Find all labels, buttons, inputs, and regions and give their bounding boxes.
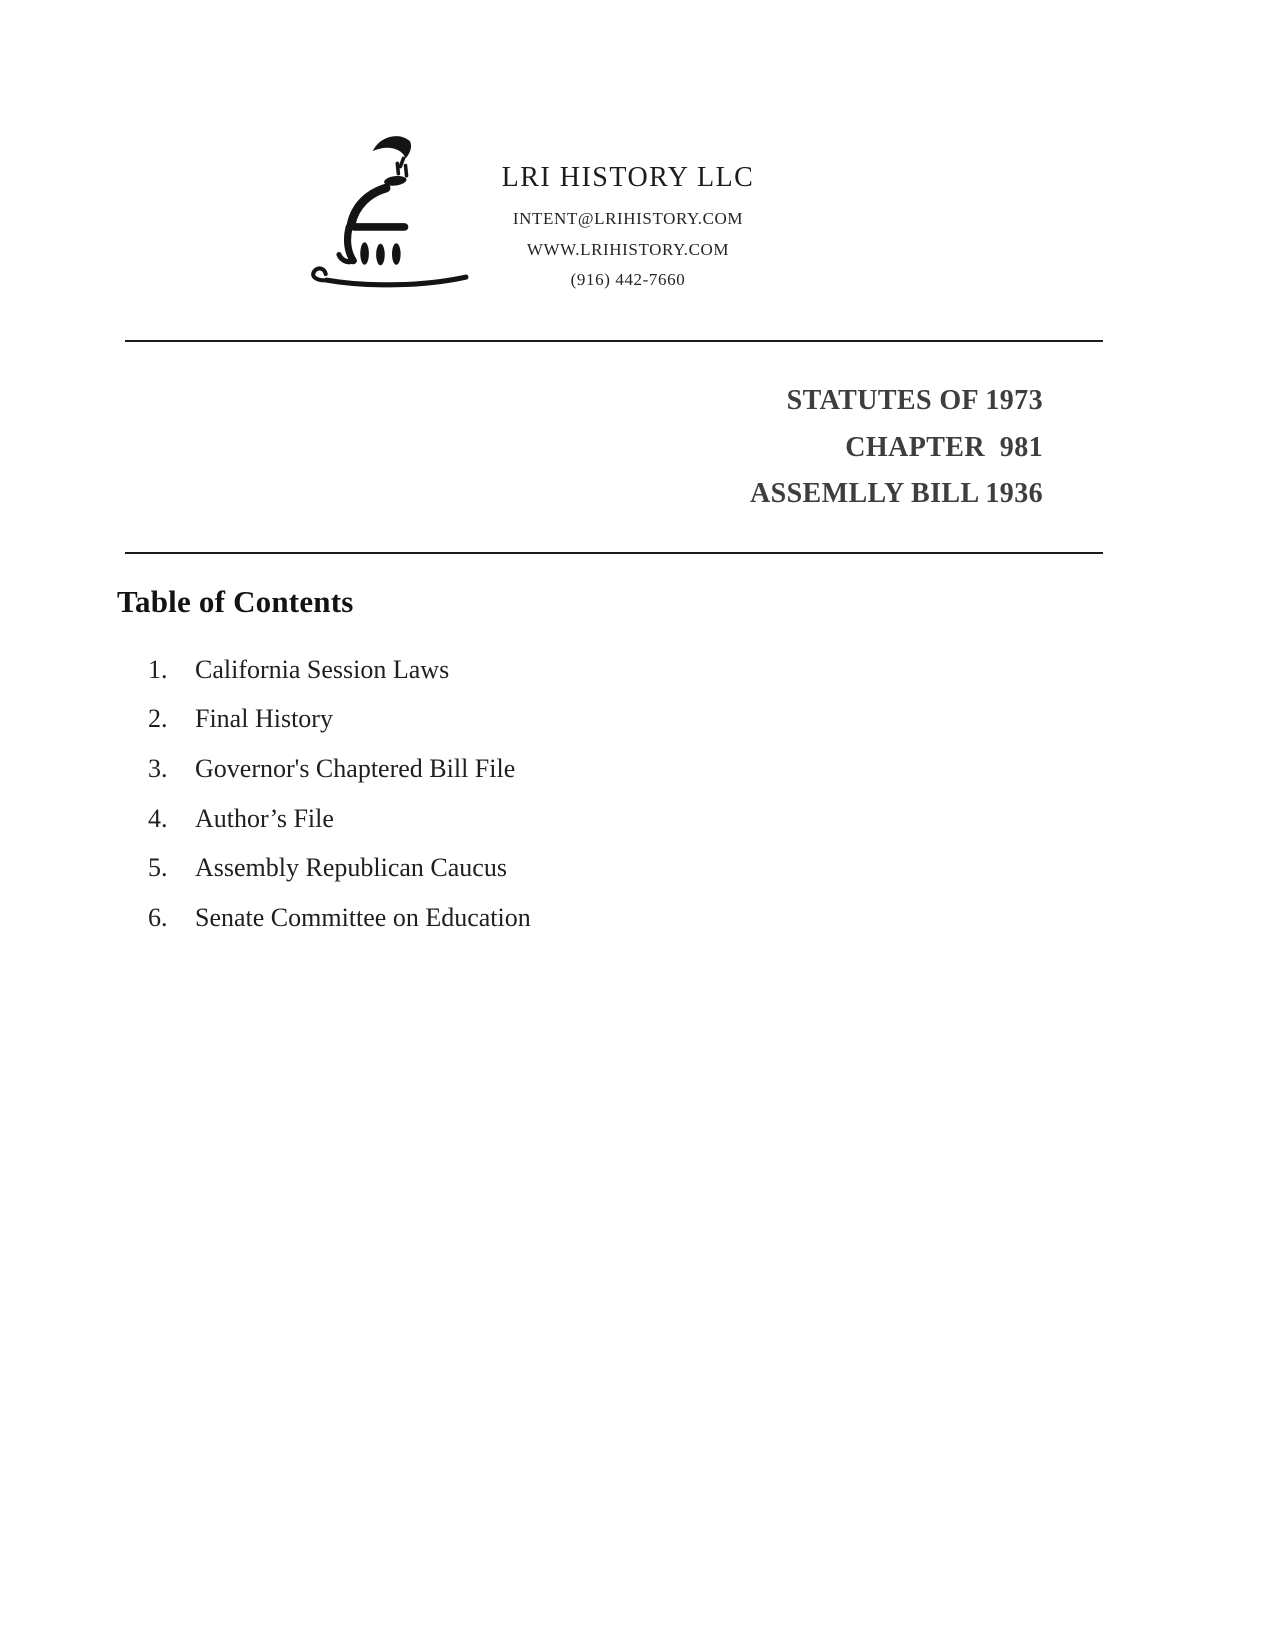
contact-block [428, 204, 828, 296]
toc-item-number: 5. [148, 853, 168, 883]
toc-item-label: Assembly Republican Caucus [195, 853, 507, 883]
toc-item-label: California Session Laws [195, 654, 450, 684]
toc-item-number: 6. [148, 902, 168, 932]
toc-list [148, 645, 531, 943]
toc-item-label: Governor's Chaptered Bill File [195, 753, 516, 783]
contact-email: INTENT@LRIHISTORY.COM [512, 209, 744, 228]
toc-title: Table of Contents [117, 584, 354, 619]
contact-website: WWW.LRIHISTORY.COM [526, 239, 730, 259]
toc-item [148, 695, 531, 745]
horizontal-rule-bottom [125, 552, 1103, 554]
statute-line-chapter: CHAPTER 981 [845, 431, 1043, 463]
toc-item [148, 794, 531, 844]
contact-phone: (916) 442-7660 [570, 270, 686, 289]
statute-line-statutes: STATUTES OF 1973 [786, 385, 1043, 416]
statute-block [750, 378, 1043, 518]
toc-item-number: 4. [148, 803, 168, 833]
toc-item-number: 1. [148, 654, 168, 684]
toc-item-number: 2. [148, 704, 168, 734]
letterhead [428, 161, 828, 296]
statute-line-bill: ASSEMLLY BILL 1936 [749, 478, 1043, 509]
horizontal-rule-top [125, 340, 1103, 342]
toc-item-label: Senate Committee on Education [195, 902, 531, 932]
toc-item-number: 3. [148, 753, 168, 783]
company-name: LRI HISTORY LLC [501, 162, 755, 193]
toc-item [148, 645, 531, 695]
toc-item [148, 893, 531, 943]
toc-item-label: Final History [195, 704, 333, 734]
toc-item [148, 843, 531, 893]
toc-item [148, 744, 531, 794]
toc-item-label: Author’s File [195, 803, 334, 833]
